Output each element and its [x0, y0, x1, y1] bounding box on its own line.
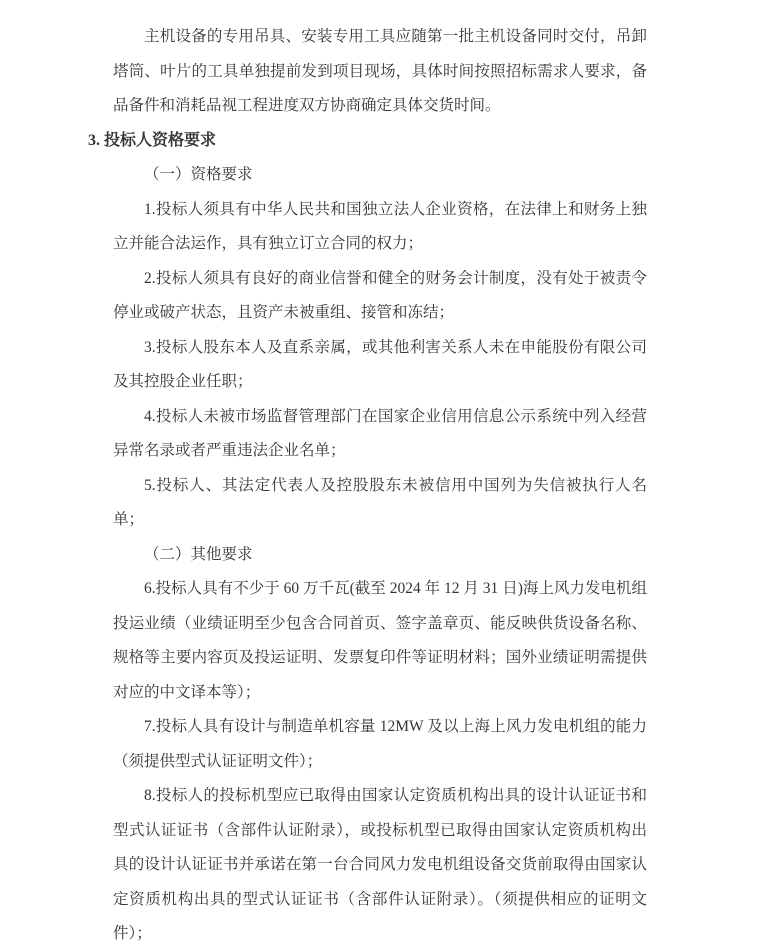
requirement-item-5: 5.投标人、其法定代表人及控股股东未被信用中国列为失信被执行人名单； [113, 476, 647, 528]
subheading-qualification-requirements: （一）资格要求 [144, 166, 253, 183]
section-heading-bidder-qualification-requirements: 3. 投标人资格要求 [88, 131, 217, 149]
requirement-item-8: 8.投标人的投标机型应已取得由国家认定资质机构出具的设计认证证书和型式认证证书（含部件认证附录），或投标机型已取得由国家认定资质机构出具的设计认证证书并承诺在第一台合同风力发电机组设备交货前取得由国家认定资质机构出具的型式认证证书（含部件认证附录）。（须提供相应的证明文件）； [113, 787, 647, 942]
paragraph-delivery-terms: 主机设备的专用吊具、安装专用工具应随第一批主机设备同时交付，吊卸塔筒、叶片的工具单独提前发到项目现场，具体时间按照招标需求人要求，备品备件和消耗品视工程进度双方协商确定具体交货时间。 [113, 28, 647, 114]
subheading-other-requirements: （二）其他要求 [144, 545, 253, 563]
requirement-item-3: 3.投标人股东本人及直系亲属，或其他利害关系人未在申能股份有限公司及其控股企业任职； [113, 338, 647, 390]
requirement-item-1: 1.投标人须具有中华人民共和国独立法人企业资格，在法律上和财务上独立并能合法运作，具有独立订立合同的权力； [113, 200, 647, 252]
requirement-item-6: 6.投标人具有不少于 60 万千瓦(截至 2024 年 12 月 31 日)海上风力发电机组投运业绩（业绩证明至少包含合同首页、签字盖章页、能反映供货设备名称、规格等主要内容页及投运证明、发票复印件等证明材料；国外业绩证明需提供对应的中文译本等）； [113, 580, 647, 701]
requirement-item-4: 4.投标人未被市场监督管理部门在国家企业信用信息公示系统中列入经营异常名录或者严重违法企业名单； [113, 407, 647, 459]
requirement-item-2: 2.投标人须具有良好的商业信誉和健全的财务会计制度，没有处于被责令停业或破产状态，且资产未被重组、接管和冻结； [113, 269, 647, 321]
requirement-item-7: 7.投标人具有设计与制造单机容量 12MW 及以上海上风力发电机组的能力（须提供型式认证证明文件）； [113, 718, 647, 770]
